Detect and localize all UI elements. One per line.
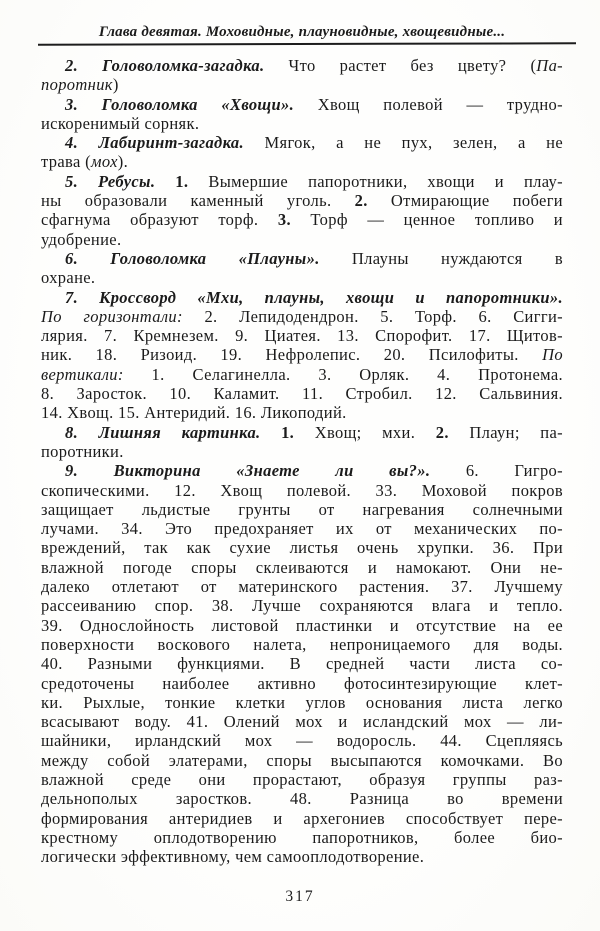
paragraph (41, 133, 563, 172)
text-line (41, 693, 563, 712)
text-run: 6. Гигро- (430, 461, 563, 481)
text-line (41, 770, 563, 789)
text-run: между собой элатерами, споры высыпаются комочками. Во (41, 750, 563, 770)
text-run: 40. Разными функциями. В средней части листа со- (41, 654, 563, 674)
paragraph (41, 423, 563, 462)
text-line (41, 210, 563, 229)
text-line (41, 847, 563, 866)
text-run: дельнополых заростков. 48. Разница во времени (41, 789, 563, 809)
text-run: Плауны нуждаются в (319, 248, 563, 268)
text-line (41, 133, 563, 152)
text-line (41, 674, 563, 693)
text-run: 8. Лишняя картинка. (65, 422, 261, 442)
text-line (41, 268, 563, 287)
text-run: всасывают воду. 41. Олений мох и исландский мох — ли- (41, 712, 563, 732)
text-run: далеко отлетают от материнского растения. 37. Лучшему (41, 577, 563, 597)
text-line (41, 731, 563, 750)
text-run: Плаун; па- (448, 422, 563, 442)
text-line (41, 56, 563, 75)
text-run: 2. Лепидодендрон. 5. Торф. 6. Сигги- (182, 306, 563, 326)
text-run: мох (90, 152, 118, 172)
text-run: поротники. (41, 441, 124, 461)
text-run: 2. (354, 191, 368, 211)
text-line (41, 326, 563, 345)
text-run: Па- (536, 56, 563, 75)
text-line (41, 616, 563, 635)
text-line (41, 191, 563, 210)
text-run: логически эффективному, чем самооплодотворение. (41, 847, 425, 867)
text-line (41, 442, 563, 461)
text-line (41, 538, 563, 557)
text-run: Вымершие папоротники, хвощи и плау- (188, 171, 563, 191)
text-run: формирования антеридиев и архегониев способствует пере- (41, 808, 563, 828)
text-run: По (542, 345, 563, 365)
text-line (41, 288, 563, 307)
text-line (41, 751, 563, 770)
text-line (41, 809, 563, 828)
text-run: влажной погоде споры склеиваются и намокают. Они не- (41, 557, 563, 577)
text-run: поверхности воскового налета, непроницаемого для воды. (41, 634, 563, 654)
paragraph (41, 461, 563, 866)
text-run: Хвощ полевой — трудно- (294, 94, 563, 114)
text-line (41, 828, 563, 847)
text-run: сфагнума образуют торф. (41, 210, 278, 230)
header-rule (38, 42, 576, 45)
text-run: вреждений, так как сухие листья очень хрупки. 36. При (41, 538, 563, 558)
text-line (41, 75, 563, 94)
text-line (41, 307, 563, 326)
text-run: ки. Рыхлые, тонкие клетки углов основания листа легко (41, 692, 563, 712)
text-line (41, 230, 563, 249)
text-run: 1. (155, 171, 189, 191)
text-run: 7. Кроссворд «Мхи, плауны, хвощи и папоротники». (65, 287, 563, 307)
text-run: Что растет без цвету? ( (264, 56, 537, 75)
text-run: 3. (277, 210, 291, 230)
text-line (41, 461, 563, 480)
text-run: 14. Хвощ. 15. Антеридий. 16. Ликоподий. (41, 403, 347, 423)
text-line (41, 384, 563, 403)
text-run: Торф — ценное топливо и (290, 210, 563, 230)
text-run: Отмирающие побеги (367, 191, 563, 211)
text-run: ник. 18. Ризоид. 19. Нефролепис. 20. Псилофиты. (41, 345, 543, 365)
text-run: 8. Заросток. 10. Каламит. 11. Стробил. 12. Сальвиния. (41, 384, 563, 404)
text-run: лучами. 34. Это предохраняет их от механических по- (41, 519, 563, 539)
text-line (41, 481, 563, 500)
text-run: шайники, ирландский мох — водоросль. 44. Сцепляясь (41, 731, 563, 751)
text-block (41, 56, 563, 866)
text-run: удобрение. (41, 229, 122, 249)
text-run: По горизонтали: (41, 306, 183, 326)
text-line (41, 152, 563, 171)
text-line (41, 172, 563, 191)
paragraph (41, 95, 563, 134)
text-run: 5. Ребусы. (65, 171, 156, 191)
text-run: защищает льдистые грунты от нагревания солнечными (41, 499, 563, 519)
text-line (41, 712, 563, 731)
text-run: искоренимый сорняк. (41, 113, 200, 133)
text-run: трава ( (41, 152, 91, 172)
text-run: поротник (41, 75, 113, 95)
paragraph (41, 249, 563, 288)
text-line (41, 789, 563, 808)
text-run: средоточены наиболее активно фотосинтезирующие клет- (41, 673, 563, 693)
page-number: 317 (285, 888, 315, 905)
text-line (41, 345, 563, 364)
text-line (41, 635, 563, 654)
text-run: крестному оплодотворению папоротников, более био- (41, 827, 563, 847)
text-run: 3. Головоломка «Хвощи». (65, 94, 295, 114)
text-run: Хвощ; мхи. (294, 422, 436, 442)
text-run: 2. Головоломка-загадка. (65, 56, 265, 75)
text-run: скопическими. 12. Хвощ полевой. 33. Моховой покров (41, 480, 563, 500)
text-run: вертикали: (41, 364, 124, 384)
text-line (41, 423, 563, 442)
text-run: лярия. 7. Кремнезем. 9. Циатея. 13. Спорофит. 17. Щитов- (41, 326, 563, 346)
text-line (41, 114, 563, 133)
text-run: влажной среде они прорастают, образуя группы раз- (41, 769, 563, 789)
paragraph (41, 172, 563, 249)
text-run: 1. (260, 422, 295, 442)
text-line (41, 500, 563, 519)
text-run: Мягок, а не пух, зелен, а не (243, 133, 563, 153)
text-line (41, 654, 563, 673)
text-run: ). (117, 152, 129, 172)
text-line (41, 596, 563, 615)
text-line (41, 365, 563, 384)
text-line (41, 519, 563, 538)
text-run: 1. Селагинелла. 3. Орляк. 4. Протонема. (123, 364, 563, 384)
text-line (41, 403, 563, 422)
text-run: рассеиванию спор. 38. Лучше сохраняются влага и тепло. (41, 596, 563, 616)
paragraph (41, 56, 563, 95)
paragraph (41, 288, 563, 423)
text-line (41, 249, 563, 268)
text-line (41, 558, 563, 577)
text-run: ) (112, 75, 119, 95)
running-header: Глава девятая. Моховидные, плауновидные, хвощевидные... (98, 24, 506, 40)
text-run: 39. Однослойность листовой пластинки и отсутствие на ее (41, 615, 563, 635)
text-run: ны образовали каменный уголь. (41, 191, 355, 211)
text-run: охране. (41, 268, 96, 288)
text-run: 4. Лабиринт-загадка. (65, 133, 244, 153)
text-run: 6. Головоломка «Плауны». (65, 248, 320, 268)
text-run: 2. (435, 422, 449, 442)
text-run: 9. Викторина «Знаете ли вы?». (65, 461, 431, 481)
text-line (41, 95, 563, 114)
text-line (41, 577, 563, 596)
